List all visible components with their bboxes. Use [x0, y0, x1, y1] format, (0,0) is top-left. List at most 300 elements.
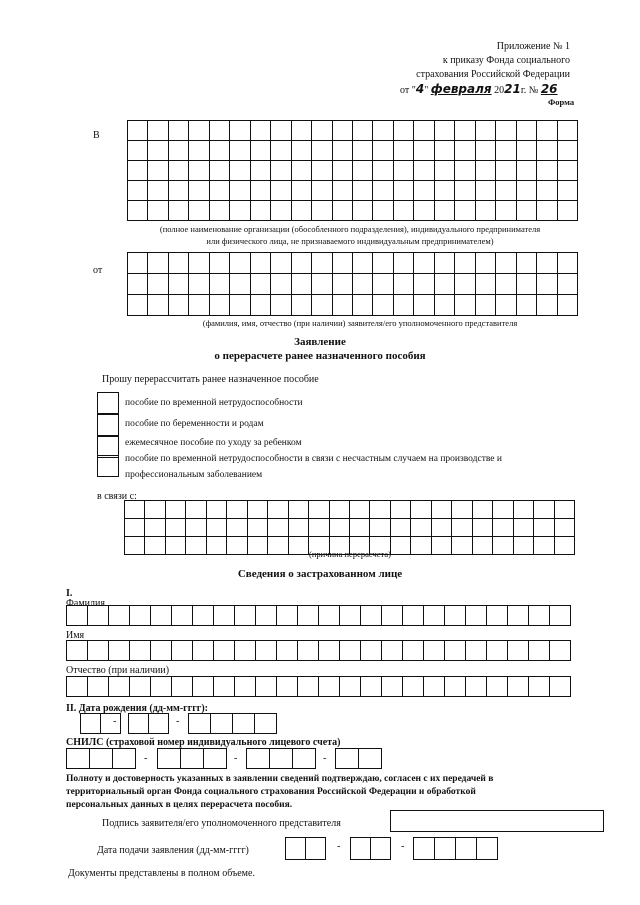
grid-cell[interactable]	[256, 677, 277, 697]
grid-cell[interactable]	[333, 121, 353, 141]
grid-cell[interactable]	[476, 253, 496, 274]
grid-cell[interactable]	[476, 161, 496, 181]
grid-cell[interactable]	[277, 641, 298, 661]
checkbox-occupational-injury[interactable]	[97, 455, 119, 477]
grid-cell[interactable]	[353, 121, 373, 141]
grid-cell[interactable]	[340, 641, 361, 661]
grid-cell[interactable]	[382, 641, 403, 661]
grid-cell[interactable]	[452, 519, 472, 537]
grid-cell[interactable]	[537, 295, 557, 316]
grid-cell[interactable]	[473, 519, 493, 537]
grid-cell[interactable]	[292, 274, 312, 295]
grid-cell[interactable]	[555, 501, 575, 519]
grid-cell[interactable]	[558, 274, 578, 295]
grid-cell[interactable]	[517, 295, 537, 316]
grid-cell[interactable]	[411, 519, 431, 537]
grid-cell[interactable]	[435, 181, 455, 201]
grid-cell[interactable]	[333, 201, 353, 221]
grid-cell[interactable]	[207, 501, 227, 519]
grid-cell[interactable]	[394, 274, 414, 295]
surname-grid[interactable]	[66, 605, 571, 626]
grid-cell[interactable]	[373, 295, 393, 316]
grid-cell[interactable]	[353, 141, 373, 161]
grid-cell[interactable]	[550, 641, 571, 661]
grid-cell[interactable]	[148, 121, 168, 141]
grid-cell[interactable]	[230, 141, 250, 161]
grid-cell[interactable]	[319, 677, 340, 697]
grid-cell[interactable]	[403, 606, 424, 626]
grid-cell[interactable]	[333, 141, 353, 161]
grid-cell[interactable]	[230, 253, 250, 274]
grid-cell[interactable]	[414, 141, 434, 161]
grid-cell[interactable]	[189, 161, 209, 181]
grid-cell[interactable]	[169, 274, 189, 295]
grid-cell[interactable]	[476, 201, 496, 221]
grid-cell[interactable]	[473, 501, 493, 519]
grid-cell[interactable]	[256, 641, 277, 661]
grid-cell[interactable]	[251, 181, 271, 201]
grid-cell[interactable]	[148, 201, 168, 221]
grid-cell[interactable]	[151, 606, 172, 626]
grid-cell[interactable]	[169, 295, 189, 316]
grid-cell[interactable]	[169, 121, 189, 141]
grid-cell[interactable]	[353, 181, 373, 201]
grid-cell[interactable]	[452, 537, 472, 555]
grid-cell[interactable]	[109, 677, 130, 697]
grid-cell[interactable]	[181, 749, 204, 769]
grid-cell[interactable]	[230, 181, 250, 201]
grid-cell[interactable]	[517, 201, 537, 221]
grid-cell[interactable]	[312, 121, 332, 141]
grid-cell[interactable]	[476, 274, 496, 295]
patronymic-grid[interactable]	[66, 676, 571, 697]
grid-cell[interactable]	[414, 181, 434, 201]
grid-cell[interactable]	[101, 714, 121, 734]
grid-cell[interactable]	[435, 141, 455, 161]
grid-cell[interactable]	[558, 181, 578, 201]
grid-cell[interactable]	[394, 121, 414, 141]
grid-cell[interactable]	[128, 274, 148, 295]
grid-cell[interactable]	[193, 677, 214, 697]
snils-group-2[interactable]	[157, 748, 227, 769]
grid-cell[interactable]	[128, 121, 148, 141]
grid-cell[interactable]	[435, 838, 456, 860]
grid-cell[interactable]	[189, 253, 209, 274]
grid-cell[interactable]	[210, 181, 230, 201]
grid-cell[interactable]	[455, 295, 475, 316]
grid-cell[interactable]	[312, 295, 332, 316]
grid-cell[interactable]	[166, 501, 186, 519]
grid-cell[interactable]	[292, 295, 312, 316]
grid-cell[interactable]	[251, 295, 271, 316]
grid-cell[interactable]	[309, 519, 329, 537]
grid-cell[interactable]	[414, 295, 434, 316]
grid-cell[interactable]	[414, 201, 434, 221]
grid-cell[interactable]	[81, 714, 101, 734]
grid-cell[interactable]	[145, 519, 165, 537]
grid-cell[interactable]	[292, 253, 312, 274]
grid-cell[interactable]	[414, 253, 434, 274]
grid-cell[interactable]	[298, 641, 319, 661]
grid-cell[interactable]	[128, 161, 148, 181]
grid-cell[interactable]	[67, 606, 88, 626]
grid-cell[interactable]	[373, 274, 393, 295]
grid-cell[interactable]	[312, 141, 332, 161]
grid-cell[interactable]	[476, 141, 496, 161]
grid-cell[interactable]	[476, 121, 496, 141]
grid-cell[interactable]	[394, 141, 414, 161]
grid-cell[interactable]	[309, 501, 329, 519]
grid-cell[interactable]	[67, 749, 90, 769]
grid-cell[interactable]	[235, 677, 256, 697]
grid-cell[interactable]	[414, 161, 434, 181]
grid-cell[interactable]	[189, 121, 209, 141]
grid-cell[interactable]	[373, 201, 393, 221]
grid-cell[interactable]	[210, 295, 230, 316]
grid-cell[interactable]	[487, 606, 508, 626]
checkbox-temporary-disability[interactable]	[97, 392, 119, 414]
grid-cell[interactable]	[172, 677, 193, 697]
grid-cell[interactable]	[517, 253, 537, 274]
grid-cell[interactable]	[67, 641, 88, 661]
grid-cell[interactable]	[496, 181, 516, 201]
grid-cell[interactable]	[455, 141, 475, 161]
grid-cell[interactable]	[148, 181, 168, 201]
grid-cell[interactable]	[251, 121, 271, 141]
grid-cell[interactable]	[514, 537, 534, 555]
grid-cell[interactable]	[292, 181, 312, 201]
grid-cell[interactable]	[353, 274, 373, 295]
grid-cell[interactable]	[435, 274, 455, 295]
grid-cell[interactable]	[312, 274, 332, 295]
grid-cell[interactable]	[529, 677, 550, 697]
submission-date-year[interactable]	[413, 837, 498, 860]
submission-date-day[interactable]	[285, 837, 326, 860]
grid-cell[interactable]	[466, 677, 487, 697]
grid-cell[interactable]	[353, 161, 373, 181]
grid-cell[interactable]	[435, 253, 455, 274]
grid-cell[interactable]	[189, 201, 209, 221]
checkbox-maternity[interactable]	[97, 414, 119, 436]
grid-cell[interactable]	[496, 201, 516, 221]
grid-cell[interactable]	[476, 181, 496, 201]
grid-cell[interactable]	[233, 714, 255, 734]
sender-grid[interactable]	[127, 252, 578, 316]
grid-cell[interactable]	[172, 641, 193, 661]
grid-cell[interactable]	[148, 253, 168, 274]
grid-cell[interactable]	[403, 677, 424, 697]
grid-cell[interactable]	[394, 181, 414, 201]
birthdate-year[interactable]	[188, 713, 277, 734]
grid-cell[interactable]	[149, 714, 169, 734]
grid-cell[interactable]	[558, 201, 578, 221]
grid-cell[interactable]	[235, 641, 256, 661]
grid-cell[interactable]	[230, 274, 250, 295]
grid-cell[interactable]	[158, 749, 181, 769]
grid-cell[interactable]	[445, 641, 466, 661]
grid-cell[interactable]	[271, 141, 291, 161]
birthdate-month[interactable]	[128, 713, 169, 734]
grid-cell[interactable]	[534, 519, 554, 537]
grid-cell[interactable]	[550, 606, 571, 626]
grid-cell[interactable]	[128, 201, 148, 221]
grid-cell[interactable]	[169, 181, 189, 201]
grid-cell[interactable]	[271, 181, 291, 201]
grid-cell[interactable]	[517, 121, 537, 141]
snils-group-3[interactable]	[246, 748, 316, 769]
signature-field[interactable]	[390, 810, 604, 832]
grid-cell[interactable]	[268, 519, 288, 537]
grid-cell[interactable]	[270, 749, 293, 769]
grid-cell[interactable]	[432, 501, 452, 519]
grid-cell[interactable]	[558, 295, 578, 316]
grid-cell[interactable]	[361, 677, 382, 697]
grid-cell[interactable]	[493, 519, 513, 537]
grid-cell[interactable]	[169, 141, 189, 161]
grid-cell[interactable]	[373, 161, 393, 181]
grid-cell[interactable]	[271, 295, 291, 316]
grid-cell[interactable]	[496, 161, 516, 181]
grid-cell[interactable]	[403, 641, 424, 661]
grid-cell[interactable]	[189, 714, 211, 734]
grid-cell[interactable]	[148, 295, 168, 316]
grid-cell[interactable]	[292, 141, 312, 161]
grid-cell[interactable]	[145, 501, 165, 519]
grid-cell[interactable]	[555, 537, 575, 555]
grid-cell[interactable]	[130, 641, 151, 661]
grid-cell[interactable]	[148, 161, 168, 181]
grid-cell[interactable]	[466, 641, 487, 661]
grid-cell[interactable]	[248, 501, 268, 519]
grid-cell[interactable]	[537, 274, 557, 295]
grid-cell[interactable]	[361, 606, 382, 626]
grid-cell[interactable]	[330, 501, 350, 519]
grid-cell[interactable]	[251, 253, 271, 274]
grid-cell[interactable]	[493, 537, 513, 555]
submission-date-month[interactable]	[350, 837, 391, 860]
grid-cell[interactable]	[109, 606, 130, 626]
grid-cell[interactable]	[353, 201, 373, 221]
grid-cell[interactable]	[550, 677, 571, 697]
grid-cell[interactable]	[298, 606, 319, 626]
grid-cell[interactable]	[306, 838, 326, 860]
grid-cell[interactable]	[289, 519, 309, 537]
grid-cell[interactable]	[476, 295, 496, 316]
grid-cell[interactable]	[493, 501, 513, 519]
grid-cell[interactable]	[271, 201, 291, 221]
grid-cell[interactable]	[67, 677, 88, 697]
grid-cell[interactable]	[361, 641, 382, 661]
grid-cell[interactable]	[330, 519, 350, 537]
grid-cell[interactable]	[340, 606, 361, 626]
grid-cell[interactable]	[251, 201, 271, 221]
grid-cell[interactable]	[517, 141, 537, 161]
grid-cell[interactable]	[312, 201, 332, 221]
grid-cell[interactable]	[88, 606, 109, 626]
grid-cell[interactable]	[148, 274, 168, 295]
grid-cell[interactable]	[128, 295, 148, 316]
grid-cell[interactable]	[189, 181, 209, 201]
grid-cell[interactable]	[455, 161, 475, 181]
grid-cell[interactable]	[455, 201, 475, 221]
grid-cell[interactable]	[172, 606, 193, 626]
grid-cell[interactable]	[210, 274, 230, 295]
grid-cell[interactable]	[193, 641, 214, 661]
grid-cell[interactable]	[333, 274, 353, 295]
grid-cell[interactable]	[169, 201, 189, 221]
grid-cell[interactable]	[424, 606, 445, 626]
grid-cell[interactable]	[125, 501, 145, 519]
grid-cell[interactable]	[529, 641, 550, 661]
grid-cell[interactable]	[211, 714, 233, 734]
grid-cell[interactable]	[477, 838, 498, 860]
grid-cell[interactable]	[128, 181, 148, 201]
grid-cell[interactable]	[255, 714, 277, 734]
grid-cell[interactable]	[537, 253, 557, 274]
grid-cell[interactable]	[277, 606, 298, 626]
grid-cell[interactable]	[312, 253, 332, 274]
grid-cell[interactable]	[394, 161, 414, 181]
grid-cell[interactable]	[214, 641, 235, 661]
grid-cell[interactable]	[248, 519, 268, 537]
grid-cell[interactable]	[558, 121, 578, 141]
grid-cell[interactable]	[435, 201, 455, 221]
name-grid[interactable]	[66, 640, 571, 661]
grid-cell[interactable]	[350, 501, 370, 519]
grid-cell[interactable]	[268, 501, 288, 519]
grid-cell[interactable]	[371, 838, 391, 860]
grid-cell[interactable]	[207, 519, 227, 537]
grid-cell[interactable]	[251, 141, 271, 161]
grid-cell[interactable]	[333, 161, 353, 181]
grid-cell[interactable]	[373, 181, 393, 201]
grid-cell[interactable]	[289, 501, 309, 519]
grid-cell[interactable]	[148, 141, 168, 161]
grid-cell[interactable]	[435, 121, 455, 141]
grid-cell[interactable]	[227, 537, 247, 555]
grid-cell[interactable]	[230, 121, 250, 141]
grid-cell[interactable]	[189, 141, 209, 161]
grid-cell[interactable]	[193, 606, 214, 626]
grid-cell[interactable]	[394, 201, 414, 221]
grid-cell[interactable]	[514, 519, 534, 537]
grid-cell[interactable]	[445, 606, 466, 626]
grid-cell[interactable]	[312, 181, 332, 201]
grid-cell[interactable]	[129, 714, 149, 734]
grid-cell[interactable]	[251, 161, 271, 181]
grid-cell[interactable]	[391, 501, 411, 519]
grid-cell[interactable]	[186, 501, 206, 519]
grid-cell[interactable]	[125, 537, 145, 555]
grid-cell[interactable]	[151, 677, 172, 697]
grid-cell[interactable]	[293, 749, 316, 769]
grid-cell[interactable]	[517, 181, 537, 201]
grid-cell[interactable]	[333, 253, 353, 274]
grid-cell[interactable]	[333, 181, 353, 201]
grid-cell[interactable]	[508, 606, 529, 626]
grid-cell[interactable]	[558, 141, 578, 161]
recipient-grid[interactable]	[127, 120, 578, 221]
grid-cell[interactable]	[189, 274, 209, 295]
grid-cell[interactable]	[90, 749, 113, 769]
grid-cell[interactable]	[435, 295, 455, 316]
grid-cell[interactable]	[359, 749, 382, 769]
grid-cell[interactable]	[466, 606, 487, 626]
grid-cell[interactable]	[271, 274, 291, 295]
grid-cell[interactable]	[455, 121, 475, 141]
grid-cell[interactable]	[370, 519, 390, 537]
grid-cell[interactable]	[336, 749, 359, 769]
grid-cell[interactable]	[333, 295, 353, 316]
grid-cell[interactable]	[424, 641, 445, 661]
grid-cell[interactable]	[432, 519, 452, 537]
grid-cell[interactable]	[235, 606, 256, 626]
grid-cell[interactable]	[350, 519, 370, 537]
grid-cell[interactable]	[353, 253, 373, 274]
grid-cell[interactable]	[169, 253, 189, 274]
grid-cell[interactable]	[487, 641, 508, 661]
grid-cell[interactable]	[130, 677, 151, 697]
grid-cell[interactable]	[109, 641, 130, 661]
grid-cell[interactable]	[473, 537, 493, 555]
grid-cell[interactable]	[227, 501, 247, 519]
grid-cell[interactable]	[251, 274, 271, 295]
grid-cell[interactable]	[394, 253, 414, 274]
grid-cell[interactable]	[517, 161, 537, 181]
grid-cell[interactable]	[394, 295, 414, 316]
grid-cell[interactable]	[286, 838, 306, 860]
grid-cell[interactable]	[555, 519, 575, 537]
grid-cell[interactable]	[189, 295, 209, 316]
grid-cell[interactable]	[435, 161, 455, 181]
grid-cell[interactable]	[558, 161, 578, 181]
grid-cell[interactable]	[210, 121, 230, 141]
grid-cell[interactable]	[88, 641, 109, 661]
grid-cell[interactable]	[292, 121, 312, 141]
grid-cell[interactable]	[125, 519, 145, 537]
grid-cell[interactable]	[210, 161, 230, 181]
grid-cell[interactable]	[113, 749, 136, 769]
grid-cell[interactable]	[391, 519, 411, 537]
grid-cell[interactable]	[319, 641, 340, 661]
grid-cell[interactable]	[271, 121, 291, 141]
grid-cell[interactable]	[455, 274, 475, 295]
grid-cell[interactable]	[496, 253, 516, 274]
grid-cell[interactable]	[496, 295, 516, 316]
grid-cell[interactable]	[210, 253, 230, 274]
grid-cell[interactable]	[517, 274, 537, 295]
grid-cell[interactable]	[373, 121, 393, 141]
grid-cell[interactable]	[496, 274, 516, 295]
grid-cell[interactable]	[353, 295, 373, 316]
grid-cell[interactable]	[370, 501, 390, 519]
grid-cell[interactable]	[298, 677, 319, 697]
grid-cell[interactable]	[537, 201, 557, 221]
grid-cell[interactable]	[414, 274, 434, 295]
grid-cell[interactable]	[312, 161, 332, 181]
grid-cell[interactable]	[210, 201, 230, 221]
grid-cell[interactable]	[214, 677, 235, 697]
grid-cell[interactable]	[534, 501, 554, 519]
grid-cell[interactable]	[537, 141, 557, 161]
snils-group-1[interactable]	[66, 748, 136, 769]
grid-cell[interactable]	[351, 838, 371, 860]
grid-cell[interactable]	[151, 641, 172, 661]
grid-cell[interactable]	[130, 606, 151, 626]
grid-cell[interactable]	[277, 677, 298, 697]
grid-cell[interactable]	[340, 677, 361, 697]
reason-grid[interactable]	[124, 500, 575, 555]
